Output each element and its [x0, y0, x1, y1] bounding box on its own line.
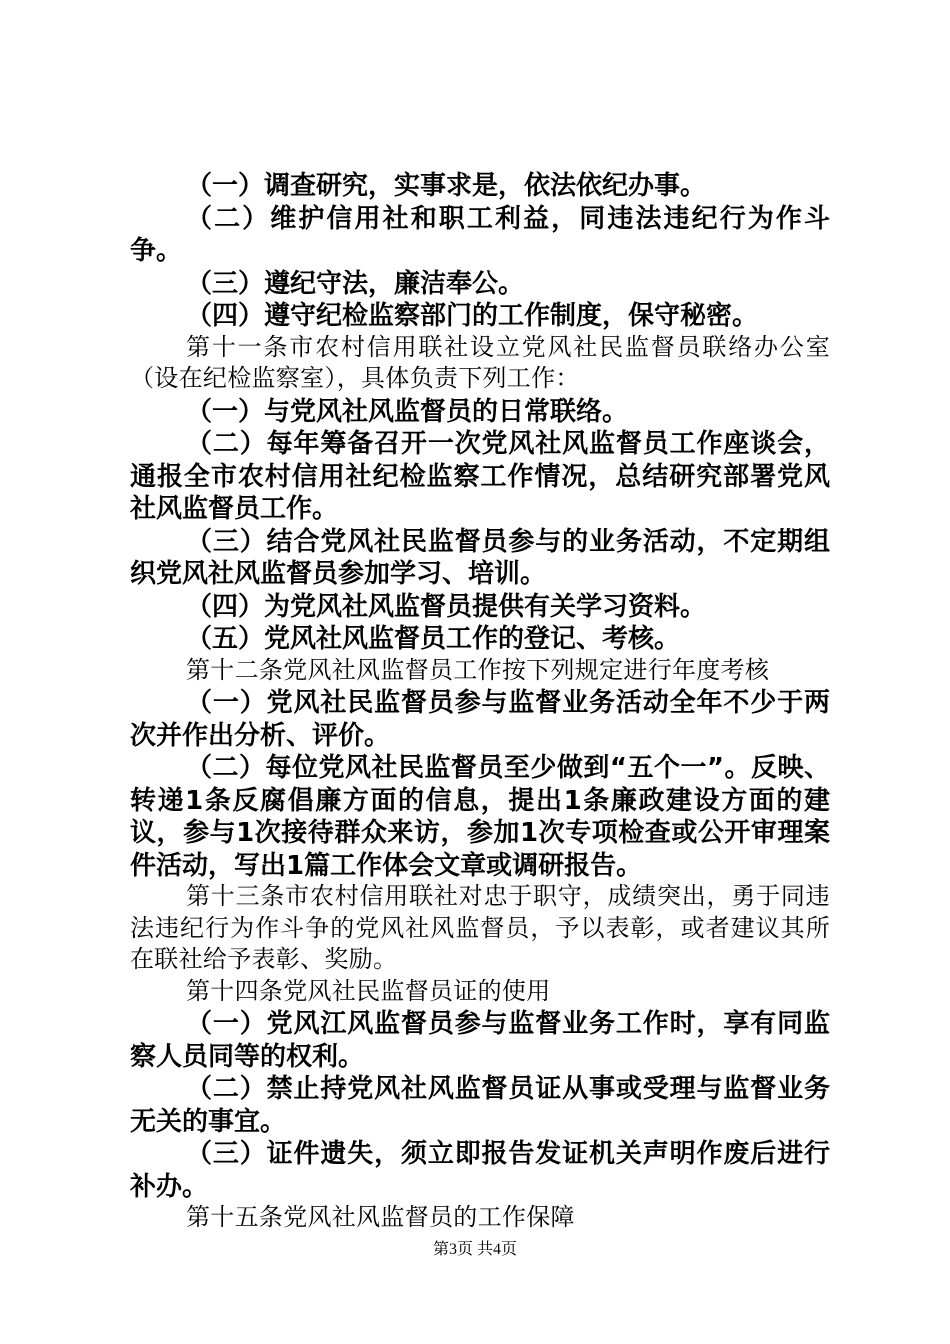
article-paragraph: 第十四条党风社民监督员证的使用	[186, 978, 551, 1005]
clause-item: （一）调查研究，实事求是，依法依纪办事。	[186, 171, 707, 201]
document-body	[130, 170, 830, 1235]
clause-item: （三）遵纪守法，廉洁奉公。	[186, 268, 525, 299]
clause-item: （一）党风江风监督员参与监督业务工作时，享有同监察人员同等的权利。	[130, 1009, 830, 1072]
page-footer: 第3页 共4页	[432, 1241, 517, 1258]
article-paragraph: 第十五条党风社风监督员的工作保障	[186, 1205, 575, 1231]
clause-item: （五）党风社风监督员工作的登记、考核。	[186, 624, 681, 654]
clause-item: （四）为党风社风监督员提供有关学习资料。	[186, 591, 707, 622]
clause-item: （二）维护信用社和职工利益，同违法违纪行为作斗争。	[130, 203, 830, 266]
clause-item: （三）证件遗失，须立即报告发证机关声明作废后进行补办。	[130, 1139, 830, 1202]
clause-item: （一）与党风社风监督员的日常联络。	[186, 396, 629, 427]
clause-item: （二）每年筹备召开一次党风社风监督员工作座谈会，通报全市农村信用社纪检监察工作情况，总结研究部署党风社风监督员工作。	[130, 429, 830, 524]
article-paragraph: 第十一条市农村信用联社设立党风社民监督员联络办公室（设在纪检监察室），具体负责下列工作：	[130, 334, 830, 392]
clause-item: （三）结合党风社民监督员参与的业务活动，不定期组织党风社风监督员参加学习、培训。	[130, 526, 830, 589]
clause-item: （二）禁止持党风社风监督员证从事或受理与监督业务无关的事宜。	[130, 1074, 830, 1137]
clause-item: （四）遵守纪检监察部门的工作制度，保守秘密。	[186, 301, 759, 331]
clause-item: （一）党风社民监督员参与监督业务活动全年不少于两次并作出分析、评价。	[130, 688, 830, 751]
clause-item: （二）每位党风社民监督员至少做到“五个一”。反映、转递1条反腐倡廉方面的信息，提出1条廉政建设方面的建议，参与1次接待群众来访，参加1次专项检查或公开审理案件活动，写出1篇工作体会文章或调研报告。	[130, 753, 830, 881]
article-paragraph: 第十二条党风社风监督员工作按下列规定进行年度考核	[186, 657, 770, 684]
article-paragraph: 第十三条市农村信用联社对忠于职守，成绩突出，勇于同违法违纪行为作斗争的党风社风监督员，予以表彰，或者建议其所在联社给予表彰、奖励。	[130, 884, 830, 973]
